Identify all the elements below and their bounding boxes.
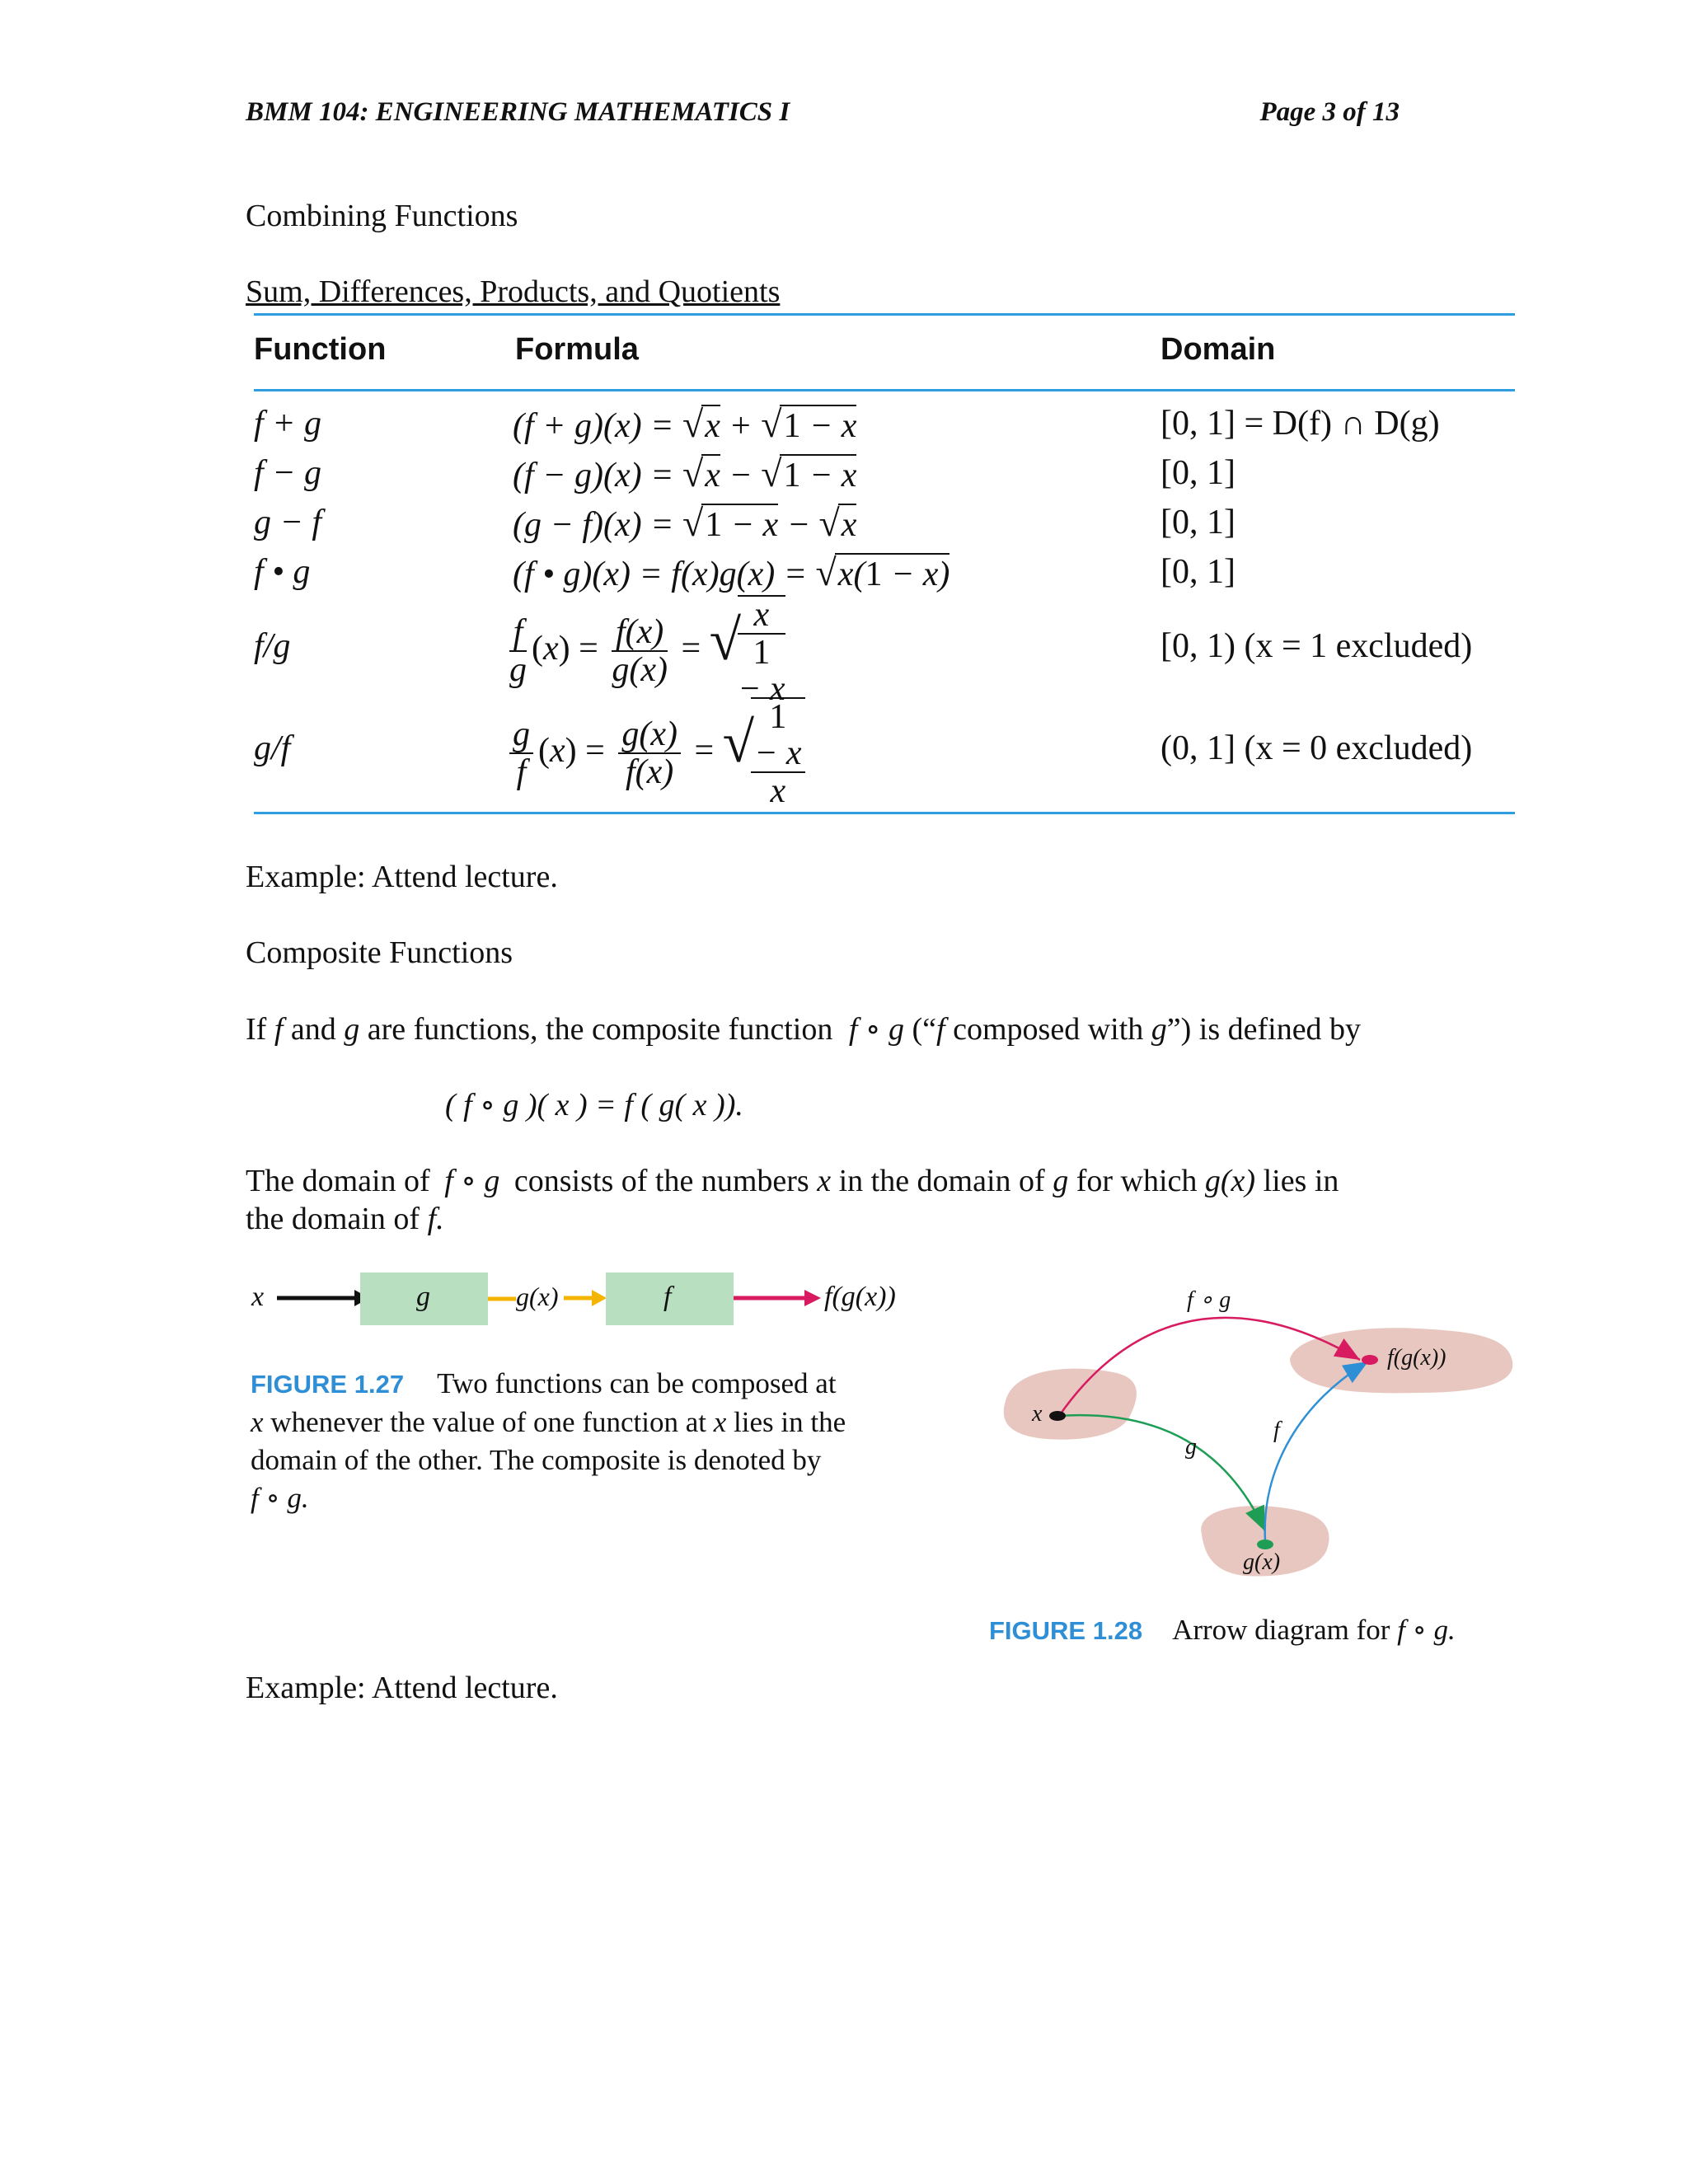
fig128-label-fgx: f(g(x)) bbox=[1387, 1345, 1447, 1371]
table-top-rule bbox=[254, 313, 1515, 316]
fig127-arrow-gx bbox=[564, 1286, 610, 1310]
table-row-function: f − g bbox=[254, 454, 322, 492]
fig127-input-label: x bbox=[251, 1282, 265, 1312]
fig128-label-fog: f ∘ g bbox=[1187, 1287, 1231, 1313]
fig127-output-label: f(g(x)) bbox=[824, 1282, 896, 1312]
table-row-domain: (0, 1] (x = 0 excluded) bbox=[1160, 729, 1473, 767]
table-header-rule bbox=[254, 389, 1515, 391]
subsection-title: Sum, Differences, Products, and Quotients bbox=[246, 274, 781, 309]
domain-sentence: The domain of f ∘ g consists of the numbers x in the domain of g for which g(x) lies in the domain of f. bbox=[246, 1164, 1339, 1236]
section-title: Combining Functions bbox=[246, 199, 518, 233]
table-bottom-rule bbox=[254, 812, 1515, 814]
table-row-domain: [0, 1] bbox=[1160, 504, 1236, 541]
fig128-point-fgx bbox=[1362, 1355, 1378, 1365]
table-header-function: Function bbox=[254, 332, 387, 367]
fig127-box-g-label: g bbox=[416, 1282, 430, 1312]
table-header-formula: Formula bbox=[515, 332, 639, 367]
table-row-formula: $\frac{g}{f}$ (x) = $\frac{g(x)}{f(x)}$ = √ 1 − x x bbox=[504, 697, 810, 809]
fig128-blob-x bbox=[1004, 1369, 1137, 1440]
fig127-caption: FIGURE 1.27 Two functions can be composed at x whenever the value of one function at x lies in the domain of the other. The composite is denoted by f ∘ g. bbox=[251, 1367, 846, 1514]
fig127-arrow-fgx bbox=[734, 1286, 824, 1310]
fig128-caption: FIGURE 1.28 Arrow diagram for f ∘ g. bbox=[989, 1614, 1456, 1646]
fig128-point-gx bbox=[1257, 1540, 1273, 1549]
table-row-formula: $\frac{f}{g}$ (x) = $\frac{f(x)}{g(x)}$ = √ x 1 − x bbox=[509, 596, 785, 709]
table-row-domain: [0, 1] bbox=[1160, 454, 1236, 492]
header-page-number: Page 3 of 13 bbox=[1259, 97, 1400, 127]
fig128-label-f: f bbox=[1273, 1418, 1280, 1443]
table-row-formula: (f + g)(x) = √x + √1 − x bbox=[513, 403, 857, 445]
example-text: Example: Attend lecture. bbox=[246, 1671, 558, 1705]
fig127-arrow-input bbox=[272, 1286, 371, 1310]
fig128-label-x: x bbox=[1032, 1401, 1043, 1427]
table-row-domain: [0, 1) (x = 1 excluded) bbox=[1160, 627, 1473, 665]
table-header-domain: Domain bbox=[1160, 332, 1276, 367]
table-row-function: f + g bbox=[254, 405, 322, 443]
table-row-function: f/g bbox=[254, 627, 291, 665]
composite-formula: ( f ∘ g )( x ) = f ( g( x )). bbox=[445, 1088, 743, 1122]
header-course-title: BMM 104: ENGINEERING MATHEMATICS I bbox=[246, 97, 790, 127]
table-row-domain: [0, 1] bbox=[1160, 553, 1236, 591]
table-row-function: g/f bbox=[254, 729, 291, 767]
fig127-box-f-label: f bbox=[663, 1282, 672, 1312]
table-row-function: g − f bbox=[254, 504, 322, 541]
table-row-formula: (f − g)(x) = √x − √1 − x bbox=[513, 452, 857, 494]
example-text: Example: Attend lecture. bbox=[246, 860, 558, 894]
fig127-mid-label: g(x) bbox=[516, 1282, 559, 1311]
fig128-point-x bbox=[1049, 1411, 1066, 1421]
composite-title: Composite Functions bbox=[246, 935, 513, 970]
table-row-formula: (g − f)(x) = √1 − x − √x bbox=[513, 502, 857, 544]
composite-definition: If f and g are functions, the composite function f ∘ g (“f composed with g”) is defined by bbox=[246, 1012, 1362, 1047]
fig128-label-gx: g(x) bbox=[1243, 1549, 1281, 1575]
table-row-formula: (f • g)(x) = f(x)g(x) = √x(1 − x) bbox=[513, 551, 950, 593]
table-row-domain: [0, 1] = D(f) ∩ D(g) bbox=[1160, 405, 1440, 443]
fig128-label-g: g bbox=[1185, 1434, 1197, 1460]
table-row-function: f • g bbox=[254, 553, 311, 591]
